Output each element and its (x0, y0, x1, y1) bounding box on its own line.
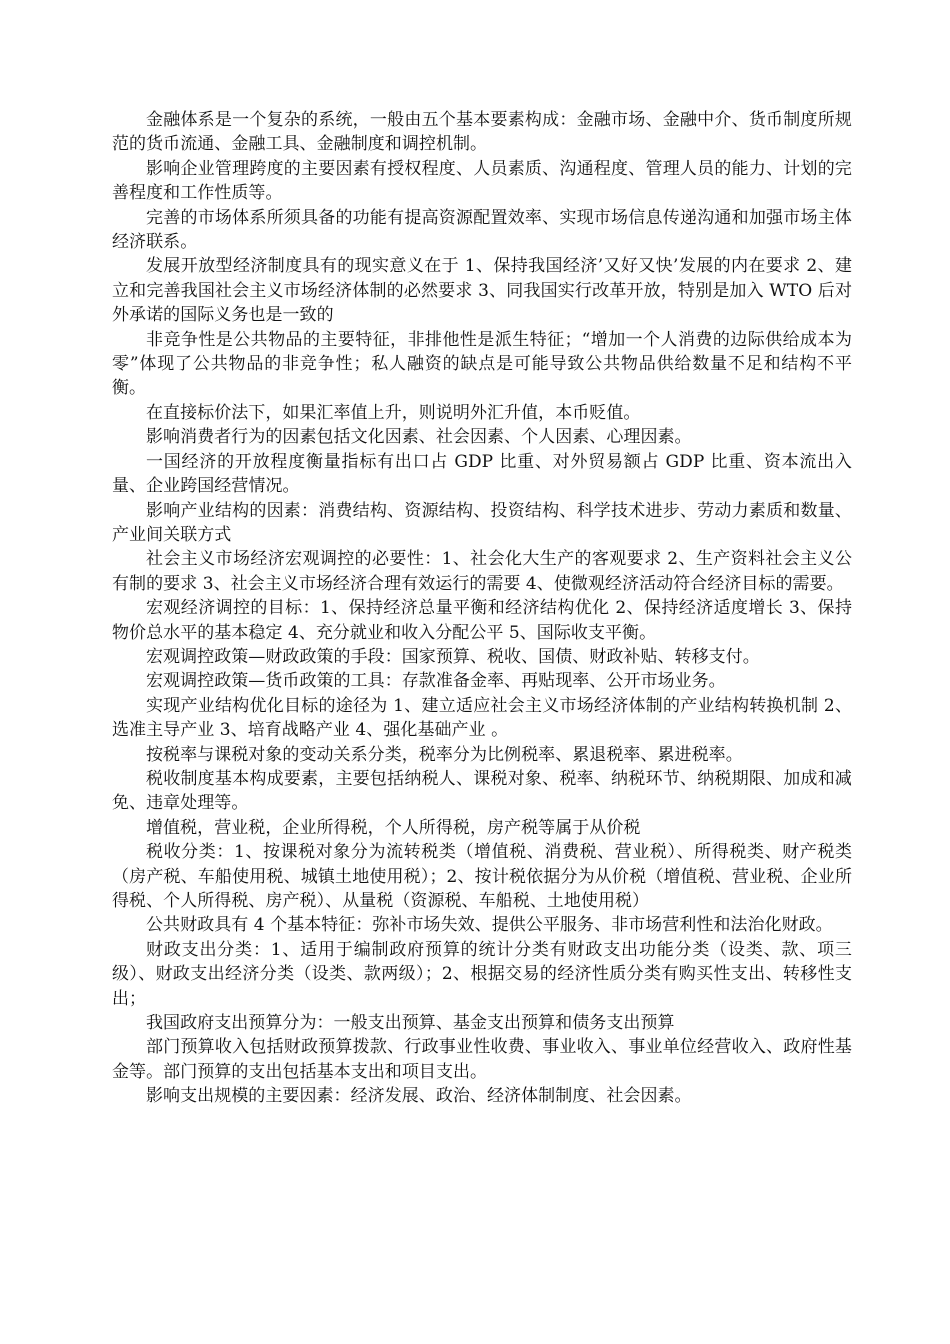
paragraph-industrial-structure-factors: 影响产业结构的因素：消费结构、资源结构、投资结构、科学技术进步、劳动力素质和数量、产业间关联方式 (112, 500, 852, 545)
paragraph-management-span: 影响企业管理跨度的主要因素有授权程度、人员素质、沟通程度、管理人员的能力、计划的完善程度和工作性质等。 (112, 158, 852, 204)
paragraph-fiscal-policy: 宏观调控政策—财政政策的手段：国家预算、税收、国债、财政补贴、转移支付。 (146, 646, 760, 667)
document-body (112, 108, 852, 1109)
paragraph-monetary-policy: 宏观调控政策—货币政策的工具：存款准备金率、再贴现率、公开市场业务。 (146, 671, 726, 692)
paragraph-open-economy: 发展开放型经济制度具有的现实意义在于 1、保持我国经济’又好又快’发展的内在要求 2、建立和完善我国社会主义市场经济体制的必然要求 3、同我国实行改革开放，特别是加入 WTO 后对外承诺的国际义务也是一致的 (112, 256, 852, 326)
paragraph-tax-classification: 税收分类：1、按课税对象分为流转税类（增值税、消费税、营业税）、所得税类、财产税类（房产税、车船使用税、城镇土地使用税）；2、按计税依据分为从价税（增值税、营业税、企业所得税、个人所得税、房产税）、从量税（资源税、车船税、土地使用税） (112, 842, 852, 911)
paragraph-financial-system: 金融体系是一个复杂的系统，一般由五个基本要素构成：金融市场、金融中介、货币制度所规范的货币流通、金融工具、金融制度和调控机制。 (112, 110, 852, 155)
paragraph-expenditure-budget: 我国政府支出预算分为：一般支出预算、基金支出预算和债务支出预算 (146, 1013, 675, 1034)
paragraph-tax-system-elements: 税收制度基本构成要素，主要包括纳税人、课税对象、税率、纳税环节、纳税期限、加成和减免、违章处理等。 (112, 768, 852, 814)
paragraph-expenditure-scale: 影响支出规模的主要因素：经济发展、政治、经济体制制度、社会因素。 (146, 1086, 692, 1107)
paragraph-department-budget: 部门预算收入包括财政预算拨款、行政事业性收费、事业收入、事业单位经营收入、政府性基金等。部门预算的支出包括基本支出和项目支出。 (112, 1037, 852, 1082)
paragraph-openness-indicators: 一国经济的开放程度衡量指标有出口占 GDP 比重、对外贸易额占 GDP 比重、资本流出入量、企业跨国经营情况。 (112, 451, 852, 497)
paragraph-macro-control-necessity: 社会主义市场经济宏观调控的必要性：1、社会化大生产的客观要求 2、生产资料社会主义公有制的要求 3、社会主义市场经济合理有效运行的需要 4、使微观经济活动符合经济目标的需要。 (112, 549, 852, 594)
paragraph-macro-control-goals: 宏观经济调控的目标：1、保持经济总量平衡和经济结构优化 2、保持经济适度增长 3、保持物价总水平的基本稳定 4、充分就业和收入分配公平 5、国际收支平衡。 (112, 598, 852, 643)
paragraph-market-system: 完善的市场体系所须具备的功能有提高资源配置效率、实现市场信息传递沟通和加强市场主体经济联系。 (112, 207, 852, 253)
paragraph-industrial-optimization: 实现产业结构优化目标的途径为 1、建立适应社会主义市场经济体制的产业结构转换机制 2、选准主导产业 3、培育战略产业 4、强化基础产业 。 (112, 695, 852, 741)
paragraph-public-finance: 公共财政具有 4 个基本特征：弥补市场失效、提供公平服务、非市场营利性和法治化财政。 (146, 915, 833, 936)
paragraph-public-goods: 非竞争性是公共物品的主要特征，非排他性是派生特征；“增加一个人消费的边际供给成本为零”体现了公共物品的非竞争性；私人融资的缺点是可能导致公共物品供给数量不足和结构不平衡。 (112, 329, 852, 399)
paragraph-exchange-rate: 在直接标价法下，如果汇率值上升，则说明外汇升值，本币贬值。 (146, 402, 641, 423)
paragraph-expenditure-classification: 财政支出分类：1、适用于编制政府预算的统计分类有财政支出功能分类（设类、款、项三级）、财政支出经济分类（设类、款两级）；2、根据交易的经济性质分类有购买性支出、转移性支出； (112, 939, 852, 1009)
paragraph-ad-valorem-tax: 增值税，营业税，企业所得税，个人所得税，房产税等属于从价税 (146, 817, 641, 838)
paragraph-tax-rate-types: 按税率与课税对象的变动关系分类，税率分为比例税率、累退税率、累进税率。 (146, 744, 743, 765)
paragraph-consumer-behavior: 影响消费者行为的因素包括文化因素、社会因素、个人因素、心理因素。 (146, 427, 692, 448)
